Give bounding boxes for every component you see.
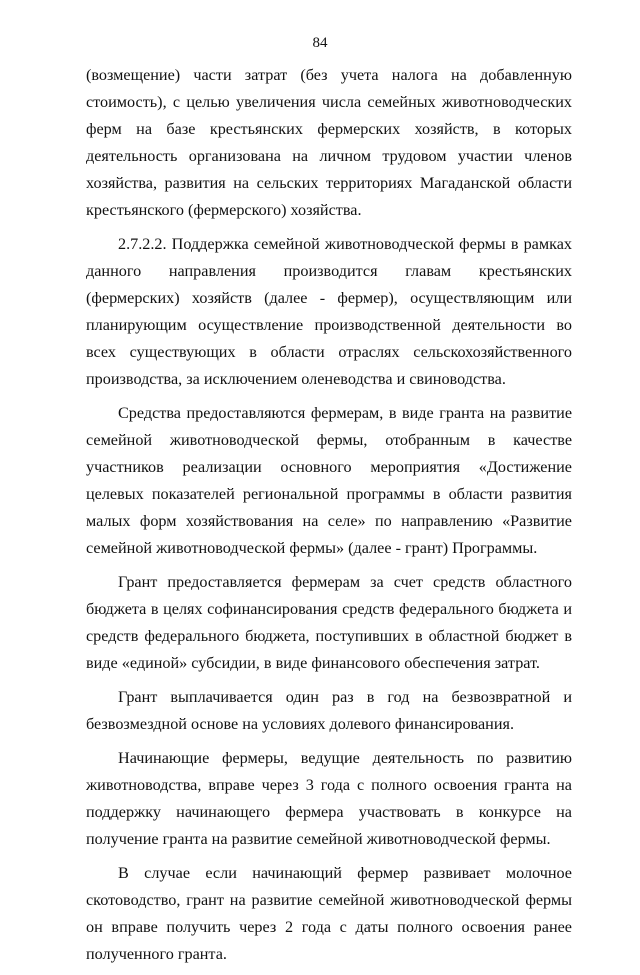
paragraph-section-2-7-2-2: 2.7.2.2. Поддержка семейной животноводческой фермы в рамках данного направления производится главам крестьянских (фермерских) хозяйств (далее - фермер), осуществляющим или планирующим осуществление производственной деятельности во всех существующих в области отраслях сельскохозяйственного производства, за исключением оленеводства и свиноводства. [86,235,572,388]
paragraph-dairy-farming: В случае если начинающий фермер развивает молочное скотоводство, грант на развитие семейной животноводческой фермы он вправе получить через 2 года с даты полного освоения ранее полученного гранта. [86,864,572,963]
document-body [86,62,572,975]
paragraph-grant-funds: Средства предоставляются фермерам, в виде гранта на развитие семейной животноводческой фермы, отобранным в качестве участников реализации основного мероприятия «Достижение целевых показателей региональной программы в области развития малых форм хозяйствования на селе» по направлению «Развитие семейной животноводческой фермы» (далее - грант) Программы. [86,404,572,557]
page-number: 84 [312,35,328,51]
paragraph-intro-continuation: (возмещение) части затрат (без учета налога на добавленную стоимость), с целью увеличения числа семейных животноводческих ферм на базе крестьянских фермерских хозяйств, в которых деятельность организована на личном трудовом участии членов хозяйства, развития на сельских территориях Магаданской области крестьянского (фермерского) хозяйства. [86,66,572,219]
paragraph-beginning-farmers: Начинающие фермеры, ведущие деятельность по развитию животноводства, вправе через 3 года с полного освоения гранта на поддержку начинающего фермера участвовать в конкурсе на получение гранта на развитие семейной животноводческой фермы. [86,749,572,848]
paragraph-grant-budget: Грант предоставляется фермерам за счет средств областного бюджета в целях софинансирования средств федерального бюджета и средств федерального бюджета, поступивших в областной бюджет в виде «единой» субсидии, в виде финансового обеспечения затрат. [86,573,572,672]
paragraph-grant-payment: Грант выплачивается один раз в год на безвозвратной и безвозмездной основе на условиях долевого финансирования. [86,688,572,733]
